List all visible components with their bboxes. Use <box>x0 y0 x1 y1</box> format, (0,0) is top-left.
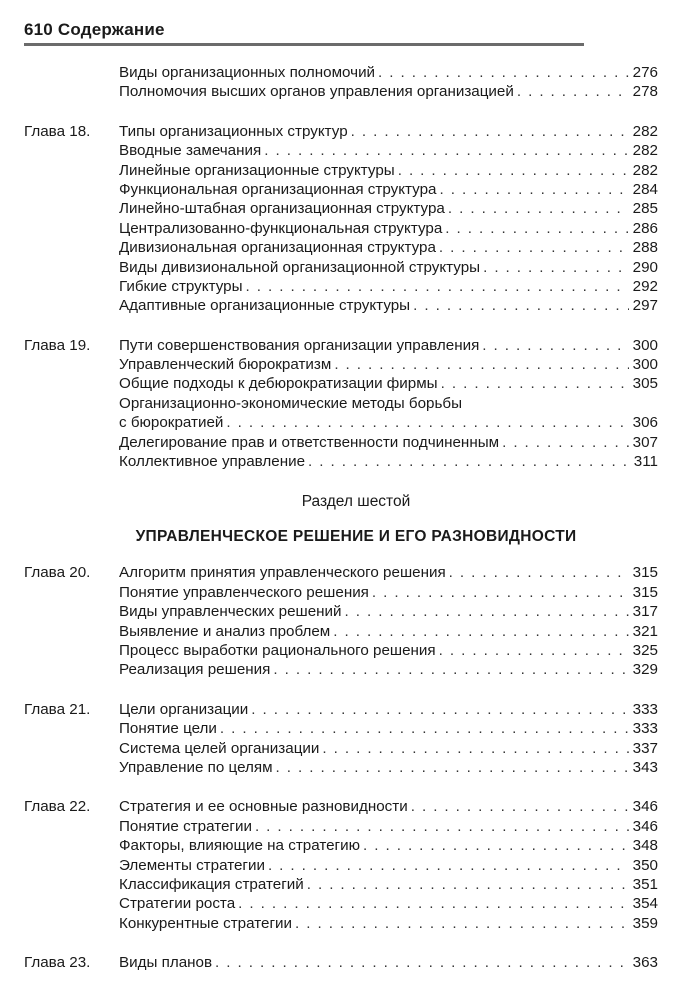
dot-leader <box>441 374 629 393</box>
toc-entry <box>24 953 658 972</box>
entry-line <box>119 797 658 816</box>
entry-title: Пути совершенствования организации управления <box>119 336 480 354</box>
entry-line <box>119 122 658 141</box>
dot-leader <box>345 602 629 621</box>
toc-entry <box>24 394 658 413</box>
entry-page-number: 315 <box>632 564 658 582</box>
toc-entry <box>24 199 658 218</box>
dot-leader <box>351 122 629 141</box>
toc-entry <box>24 583 658 602</box>
chapter-label: Глава 19. <box>24 336 91 354</box>
dot-leader <box>439 180 628 199</box>
entry-title: Алгоритм принятия управленческого решения <box>119 564 446 582</box>
page-header <box>24 20 584 48</box>
entry-page-number: 282 <box>632 161 658 179</box>
gap <box>24 680 658 700</box>
toc-part-2 <box>24 563 658 992</box>
entry-line <box>119 394 658 413</box>
dot-leader <box>483 258 629 277</box>
toc-entry <box>24 374 658 393</box>
dot-leader <box>439 238 629 257</box>
entry-page-number: 282 <box>632 122 658 140</box>
toc-entry <box>24 219 658 238</box>
entry-line <box>119 875 658 894</box>
entry-page-number: 343 <box>632 758 658 776</box>
toc-entry <box>24 452 658 471</box>
entry-page-number: 307 <box>632 433 658 451</box>
entry-line <box>119 180 658 199</box>
entry-title: Линейные организационные структуры <box>119 161 395 179</box>
entry-line <box>119 355 658 374</box>
entry-title: Элементы стратегии <box>119 856 265 874</box>
toc-entry <box>24 856 658 875</box>
entry-title: Организационно-экономические методы борьбы <box>119 394 463 412</box>
gap <box>24 933 658 953</box>
dot-leader <box>268 856 629 875</box>
toc-entry <box>24 797 658 816</box>
toc-entry <box>24 894 658 913</box>
entry-title: Стратегии роста <box>119 895 236 913</box>
entry-title: Понятие управленческого решения <box>119 583 369 601</box>
entry-page-number: 317 <box>632 603 658 621</box>
dot-leader <box>295 914 629 933</box>
entry-title: Управленческий бюрократизм <box>119 356 332 374</box>
entry-page-number: 325 <box>632 641 658 659</box>
gap <box>24 777 658 797</box>
entry-title: Дивизиональная организационная структура <box>119 239 436 257</box>
entry-line <box>119 199 658 218</box>
chapter-label: Глава 22. <box>24 798 91 816</box>
dot-leader <box>517 82 629 101</box>
dot-leader <box>411 797 629 816</box>
dot-leader <box>448 199 629 218</box>
dot-leader <box>465 394 654 413</box>
entry-title: Цели организации <box>119 700 249 718</box>
entry-line <box>119 433 658 452</box>
toc-entry <box>24 180 658 199</box>
entry-title: Факторы, влияющие на стратегию <box>119 837 360 855</box>
toc-entry <box>24 161 658 180</box>
entry-page-number: 290 <box>632 258 658 276</box>
toc-entry <box>24 719 658 738</box>
entry-page-number: 292 <box>632 277 658 295</box>
entry-line <box>119 238 658 257</box>
entry-line <box>119 336 658 355</box>
entry-title: Типы организационных структур <box>119 122 348 140</box>
entry-page-number: 363 <box>632 954 658 972</box>
toc-entry <box>24 563 658 582</box>
dot-leader <box>246 277 629 296</box>
page-number: 610 <box>24 20 53 39</box>
dot-leader <box>251 700 628 719</box>
entry-page-number: 285 <box>632 200 658 218</box>
chapter-label: Глава 18. <box>24 122 91 140</box>
entry-page-number: 348 <box>632 837 658 855</box>
dot-leader <box>363 836 629 855</box>
entry-line <box>119 82 658 101</box>
entry-line <box>119 602 658 621</box>
dot-leader <box>238 894 628 913</box>
entry-line <box>119 219 658 238</box>
running-title: Содержание <box>57 20 165 39</box>
toc-entry <box>24 817 658 836</box>
entry-title: Централизованно-функциональная структура <box>119 219 443 237</box>
toc-entry <box>24 914 658 933</box>
entry-line <box>119 758 658 777</box>
entry-line <box>119 63 658 82</box>
toc-entry <box>24 141 658 160</box>
entry-page-number: 276 <box>632 64 658 81</box>
dot-leader <box>255 817 629 836</box>
toc-entry <box>24 82 658 101</box>
entry-line <box>119 413 658 432</box>
toc-entry <box>24 641 658 660</box>
chapter-label: Глава 23. <box>24 954 91 972</box>
entry-page-number: 329 <box>632 661 658 679</box>
entry-title: Виды планов <box>119 954 213 972</box>
entry-title: Процесс выработки рационального решения <box>119 641 436 659</box>
entry-title: Коллективное управление <box>119 453 306 471</box>
toc-entry <box>24 433 658 452</box>
dot-leader <box>264 141 628 160</box>
entry-page-number: 321 <box>632 622 658 640</box>
entry-line <box>119 700 658 719</box>
entry-page-number: 297 <box>632 297 658 315</box>
entry-line <box>119 622 658 641</box>
entry-title: Понятие стратегии <box>119 817 252 835</box>
toc-entry <box>24 602 658 621</box>
entry-page-number: 359 <box>632 914 658 932</box>
entry-title: Адаптивные организационные структуры <box>119 297 411 315</box>
gap <box>24 316 658 336</box>
entry-line <box>119 856 658 875</box>
entry-title: Общие подходы к дебюрократизации фирмы <box>119 375 438 393</box>
toc-entry <box>24 355 658 374</box>
entry-page-number: 346 <box>632 798 658 816</box>
entry-page-number: 351 <box>632 875 658 893</box>
entry-title: Реализация решения <box>119 661 271 679</box>
dot-leader <box>482 336 628 355</box>
gap <box>24 102 658 122</box>
entry-title: Линейно-штабная организационная структура <box>119 200 445 218</box>
entry-line <box>119 719 658 738</box>
entry-page-number: 300 <box>632 356 658 374</box>
entry-line <box>119 452 658 471</box>
chapter-label: Глава 21. <box>24 700 91 718</box>
entry-title: Виды управленческих решений <box>119 603 342 621</box>
chapter-label: Глава 20. <box>24 564 91 582</box>
entry-page-number: 346 <box>632 817 658 835</box>
entry-title: с бюрократией <box>119 414 224 432</box>
entry-page-number: 306 <box>632 414 658 432</box>
entry-title: Стратегия и ее основные разновидности <box>119 798 408 816</box>
toc-entry <box>24 296 658 315</box>
entry-line <box>119 953 658 972</box>
dot-leader <box>333 622 628 641</box>
toc-part-1 <box>24 63 658 491</box>
entry-line <box>119 817 658 836</box>
entry-title: Выявление и анализ проблем <box>119 622 331 640</box>
dot-leader <box>445 219 628 238</box>
entry-page-number: 300 <box>632 336 658 354</box>
header-rule <box>24 43 584 46</box>
toc-entry <box>24 875 658 894</box>
toc-entry <box>24 836 658 855</box>
dot-leader <box>215 953 629 972</box>
entry-page-number: 333 <box>632 700 658 718</box>
entry-page-number: 333 <box>632 720 658 738</box>
dot-leader <box>220 719 629 738</box>
toc-entry <box>24 700 658 719</box>
toc-entry <box>24 413 658 432</box>
entry-title: Функциональная организационная структура <box>119 180 437 198</box>
gap <box>24 471 658 491</box>
entry-line <box>119 161 658 180</box>
dot-leader <box>322 739 628 758</box>
entry-title: Управление по целям <box>119 758 273 776</box>
entry-line <box>119 836 658 855</box>
toc-entry <box>24 258 658 277</box>
gap <box>24 972 658 992</box>
entry-page-number: 282 <box>632 142 658 160</box>
section-subtitle: Раздел шестой <box>301 493 411 511</box>
dot-leader <box>413 296 629 315</box>
entry-line <box>119 660 658 679</box>
toc-entry <box>24 739 658 758</box>
entry-title: Полномочия высших органов управления организацией <box>119 83 514 101</box>
entry-line <box>119 563 658 582</box>
entry-title: Понятие цели <box>119 720 217 738</box>
entry-line <box>119 141 658 160</box>
entry-page-number: 278 <box>632 83 658 101</box>
toc-entry <box>24 660 658 679</box>
toc-entry <box>24 63 658 82</box>
entry-line <box>119 583 658 602</box>
toc-entry <box>24 336 658 355</box>
entry-title: Вводные замечания <box>119 142 262 160</box>
entry-page-number <box>654 394 658 413</box>
entry-title: Система целей организации <box>119 739 320 757</box>
toc-entry <box>24 277 658 296</box>
entry-title: Классификация стратегий <box>119 875 304 893</box>
dot-leader <box>334 355 628 374</box>
entry-page-number: 311 <box>633 453 658 471</box>
dot-leader <box>439 641 629 660</box>
entry-page-number: 288 <box>632 239 658 257</box>
toc-entry <box>24 622 658 641</box>
entry-page-number: 305 <box>632 375 658 393</box>
entry-line <box>119 277 658 296</box>
entry-line <box>119 914 658 933</box>
entry-line <box>119 258 658 277</box>
dot-leader <box>502 433 629 452</box>
dot-leader <box>226 413 628 432</box>
gap <box>24 549 658 563</box>
entry-title: Гибкие структуры <box>119 277 243 295</box>
entry-page-number: 350 <box>632 856 658 874</box>
entry-title: Виды организационных полномочий <box>119 64 376 81</box>
entry-page-number: 284 <box>632 180 658 198</box>
entry-title: Конкурентные стратегии <box>119 914 292 932</box>
section-title: УПРАВЛЕНЧЕСКОЕ РЕШЕНИЕ И ЕГО РАЗНОВИДНОСТИ <box>135 528 577 546</box>
entry-page-number: 315 <box>632 583 658 601</box>
entry-title: Делегирование прав и ответственности подчиненным <box>119 433 500 451</box>
toc-entry <box>24 238 658 257</box>
entry-page-number: 337 <box>632 739 658 757</box>
dot-leader <box>372 583 629 602</box>
entry-line <box>119 894 658 913</box>
entry-page-number: 354 <box>632 895 658 913</box>
dot-leader <box>449 563 629 582</box>
dot-leader <box>398 161 629 180</box>
dot-leader <box>276 758 629 777</box>
entry-line <box>119 296 658 315</box>
dot-leader <box>273 660 628 679</box>
entry-page-number: 286 <box>632 219 658 237</box>
toc-entry <box>24 122 658 141</box>
entry-line <box>119 739 658 758</box>
dot-leader <box>308 452 630 471</box>
entry-line <box>119 641 658 660</box>
dot-leader <box>378 63 629 82</box>
toc-entry <box>24 758 658 777</box>
entry-line <box>119 374 658 393</box>
table-of-contents <box>24 63 658 992</box>
dot-leader <box>307 875 629 894</box>
entry-title: Виды дивизиональной организационной структуры <box>119 258 481 276</box>
